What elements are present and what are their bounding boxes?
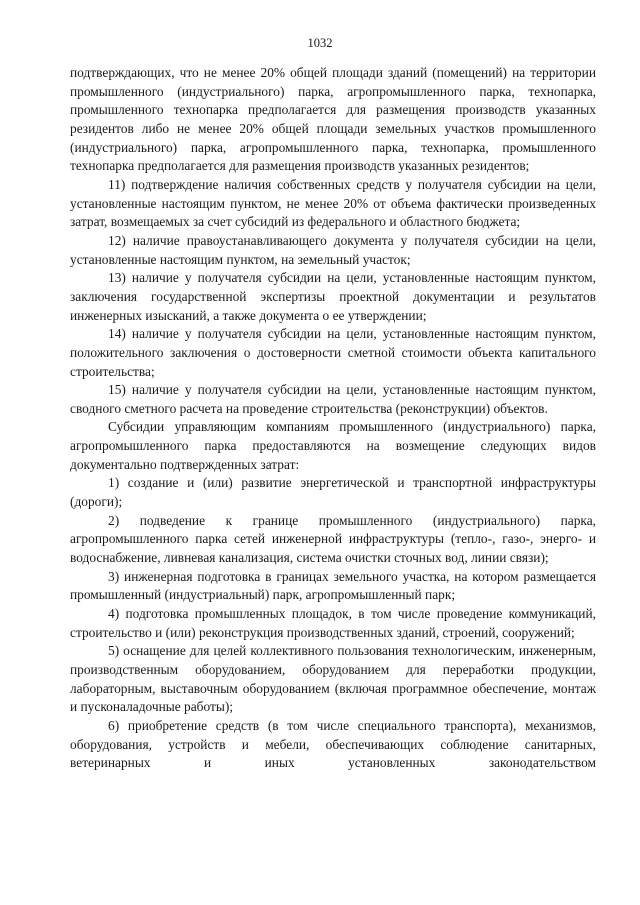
paragraph-cost-5: 5) оснащение для целей коллективного пользования технологическим, инженерным, производственным оборудованием, оборудованием для переработки продукции, лабораторным, выставочным оборудованием (включая программное обеспечение, монтаж и пусконаладочные работы);	[70, 643, 596, 715]
paragraph-subsidies-intro: Субсидии управляющим компаниям промышленного (индустриального) парка, агропромышленного парка предоставляются на возмещение следующих видов документально подтвержденных затрат:	[70, 419, 596, 472]
paragraph-cost-2: 2) подведение к границе промышленного (индустриального) парка, агропромышленного парка сетей инженерной инфраструктуры (тепло-, газо-, энерго- и водоснабжение, ливневая канализация, система очистки сточных вод, линии связи);	[70, 512, 596, 566]
paragraph-cost-6: 6) приобретение средств (в том числе специального транспорта), механизмов, оборудования, устройств и мебели, обеспечивающих соблюдение санитарных, ветеринарных и иных установленных законодательством	[70, 717, 596, 771]
paragraph-cost-4: 4) подготовка промышленных площадок, в том числе проведение коммуникаций, строительство и (или) реконструкция производственных зданий, строений, сооружений;	[70, 606, 596, 640]
paragraph-item-15: 15) наличие у получателя субсидии на цели, установленные настоящим пунктом, сводного сметного расчета на проведение строительства (реконструкции) объектов.	[70, 382, 596, 416]
paragraph-item-14: 14) наличие у получателя субсидии на цели, установленные настоящим пунктом, положительного заключения о достоверности сметной стоимости объекта капитального строительства;	[70, 326, 596, 379]
page-number: 1032	[307, 36, 333, 50]
paragraph-item-12: 12) наличие правоустанавливающего документа у получателя субсидии на цели, установленные настоящим пунктом, на земельный участок;	[70, 232, 596, 267]
paragraph-continuation: подтверждающих, что не менее 20% общей площади зданий (помещений) на территории промышленного (индустриального) парка, агропромышленного парка, технопарка, промышленного технопарка предполагается для размещения производств указанных резидентов либо не менее 20% общей площади земельных участков промышленного (индустриального) парка, агропромышленного парка, технопарка, промышленного технопарка предполагается для размещения производств указанных резидентов;	[70, 65, 596, 174]
paragraph-cost-1: 1) создание и (или) развитие энергетической и транспортной инфраструктуры (дороги);	[70, 475, 596, 510]
document-body	[70, 64, 596, 773]
paragraph-item-11: 11) подтверждение наличия собственных средств у получателя субсидии на цели, установленные настоящим пунктом, не менее 20% от объема фактически произведенных затрат, возмещаемых за счет субсидий из федерального и областного бюджета;	[70, 176, 596, 230]
paragraph-item-13: 13) наличие у получателя субсидии на цели, установленные настоящим пунктом, заключения государственной экспертизы проектной документации и результатов инженерных изысканий, а также документа о ее утверждении;	[70, 270, 596, 323]
paragraph-cost-3: 3) инженерная подготовка в границах земельного участка, на котором размещается промышленный (индустриальный) парк, агропромышленный парк;	[70, 568, 596, 603]
